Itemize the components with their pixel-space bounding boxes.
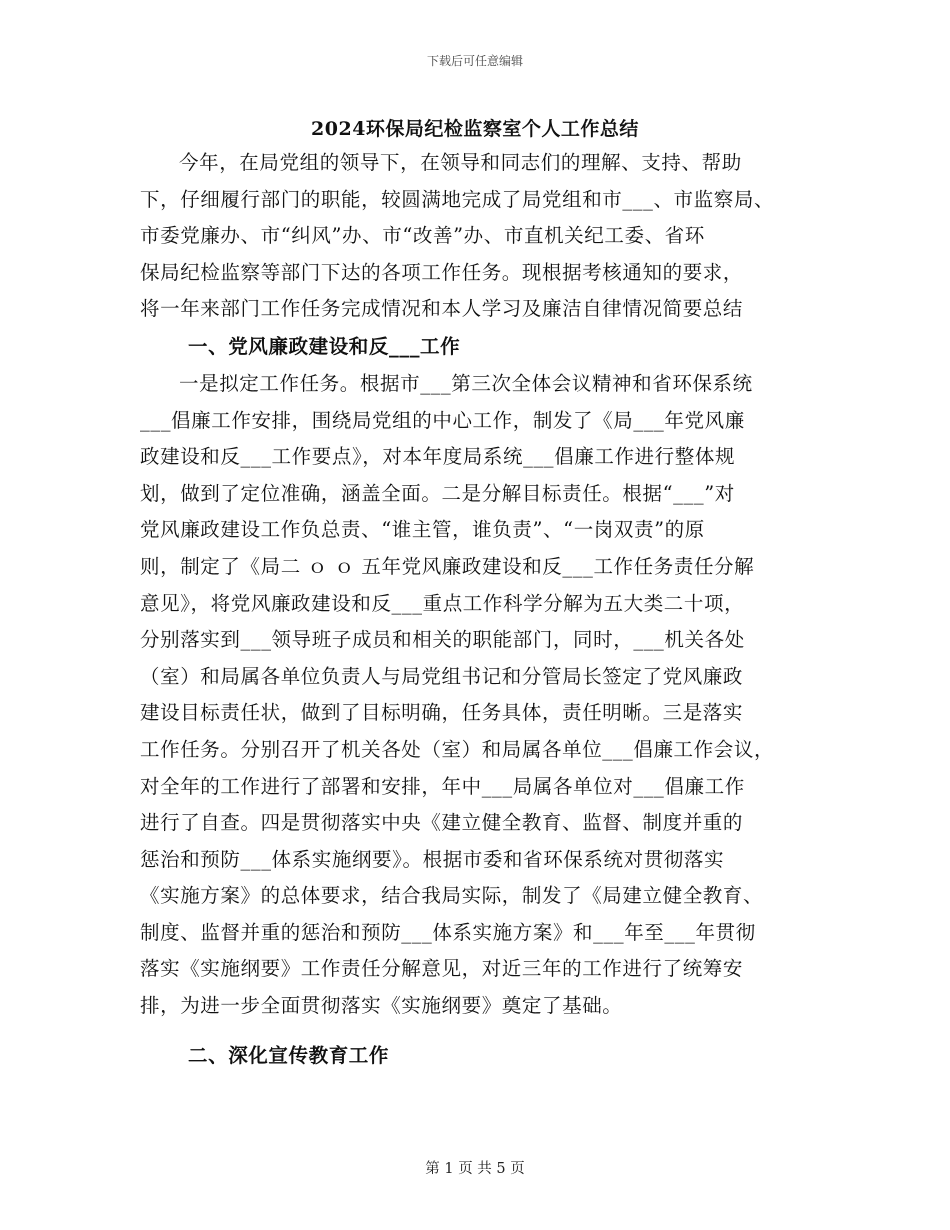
- paragraph-line: 市委党廉办、市“纠风”办、市“改善”办、市直机关纪工委、省环: [140, 224, 705, 248]
- paragraph-line: （室）和局属各单位负责人与局党组书记和分管局长签定了党风廉政: [140, 664, 744, 688]
- paragraph-line: 工作任务。分别召开了机关各处（室）和局属各单位___倡廉工作会议，: [140, 737, 775, 761]
- paragraph-line: 划，做到了定位准确，涵盖全面。二是分解目标责任。根据“___”对: [140, 481, 735, 505]
- paragraph-line: 一是拟定工作任务。根据市___第三次全体会议精神和省环保系统: [179, 371, 753, 395]
- header-note: 下载后可任意编辑: [426, 54, 523, 68]
- paragraph-line: 《实施方案》的总体要求，结合我局实际，制发了《局建立健全教育、: [140, 884, 764, 908]
- page-footer: 第 1 页 共 5 页: [425, 1161, 525, 1177]
- paragraph-line: 建设目标责任状，做到了目标明确，任务具体，责任明晰。三是落实: [140, 701, 744, 725]
- paragraph-line: 则，制定了《局二 ｏ ｏ 五年党风廉政建设和反___工作任务责任分解: [140, 554, 755, 578]
- section-heading: 一、党风廉政建设和反___工作: [188, 334, 461, 358]
- paragraph-line: 下，仔细履行部门的职能，较圆满地完成了局党组和市___、市监察局、: [140, 187, 775, 211]
- paragraph-line: 惩治和预防___体系实施纲要》。根据市委和省环保系统对贯彻落实: [140, 847, 725, 871]
- paragraph-line: 今年，在局党组的领导下，在领导和同志们的理解、支持、帮助: [179, 151, 742, 174]
- paragraph-line: 分别落实到___领导班子成员和相关的职能部门，同时，___机关各处: [140, 628, 745, 652]
- paragraph-line: ___倡廉工作安排，围绕局党组的中心工作，制发了《局___年党风廉: [140, 408, 745, 432]
- paragraph-line: 落实《实施纲要》工作责任分解意见，对近三年的工作进行了统筹安: [140, 957, 744, 981]
- paragraph-line: 将一年来部门工作任务完成情况和本人学习及廉洁自律情况简要总结: [140, 297, 744, 321]
- paragraph-line: 党风廉政建设工作负总责、“谁主管，谁负责”、“一岗双责”的原: [140, 518, 705, 542]
- paragraph-line: 保局纪检监察等部门下达的各项工作任务。现根据考核通知的要求，: [140, 260, 744, 284]
- paragraph-line: 制度、监督并重的惩治和预防___体系实施方案》和___年至___年贯彻: [140, 920, 756, 944]
- document-title: 2024环保局纪检监察室个人工作总结: [311, 118, 639, 140]
- paragraph-line: 意见》，将党风廉政建设和反___重点工作科学分解为五大类二十项，: [140, 591, 745, 615]
- document-body: [140, 145, 830, 1075]
- paragraph-line: 对全年的工作进行了部署和安排，年中___局属各单位对___倡廉工作: [140, 774, 745, 798]
- paragraph-line: 政建设和反___工作要点》，对本年度局系统___倡廉工作进行整体规: [140, 445, 736, 469]
- paragraph-line: 进行了自查。四是贯彻落实中央《建立健全教育、监督、制度并重的: [140, 811, 744, 835]
- section-heading: 二、深化宣传教育工作: [188, 1043, 390, 1067]
- paragraph-line: 排，为进一步全面贯彻落实《实施纲要》奠定了基础。: [140, 994, 623, 1018]
